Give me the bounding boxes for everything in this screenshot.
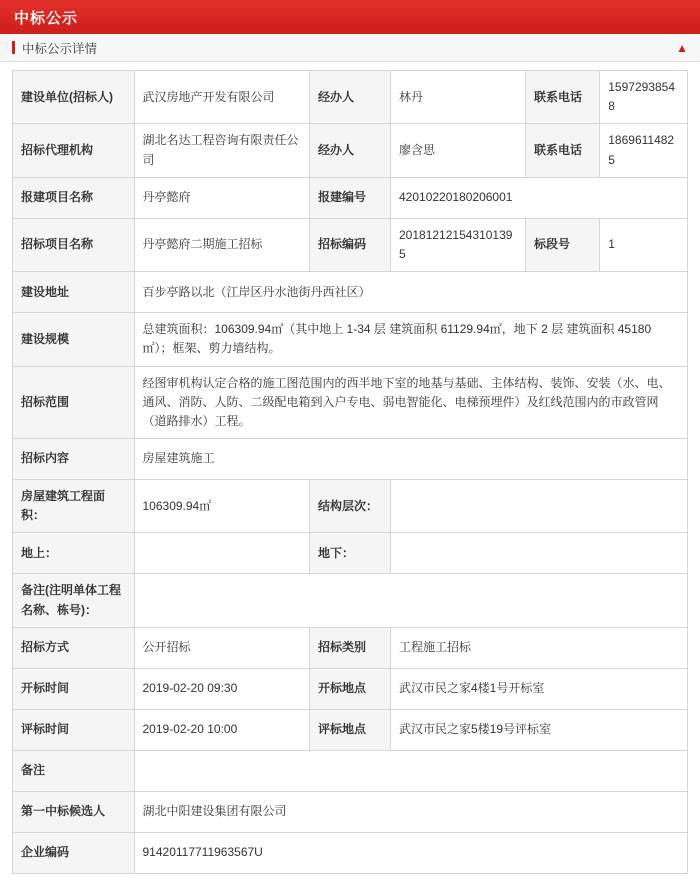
table-row xyxy=(13,218,688,271)
field-label: 经办人 xyxy=(310,71,391,124)
field-label: 备注(注明单体工程名称、栋号)： xyxy=(13,574,135,627)
field-value xyxy=(134,750,688,791)
field-value: 武汉房地产开发有限公司 xyxy=(134,71,310,124)
field-label: 标段号 xyxy=(526,218,600,271)
field-label: 房屋建筑工程面积： xyxy=(13,480,135,533)
field-value: 91420117711963567U xyxy=(134,832,688,873)
field-label: 备注 xyxy=(13,750,135,791)
field-label: 经办人 xyxy=(310,124,391,177)
table-row xyxy=(13,791,688,832)
field-value: 武汉市民之家5楼19号评标室 xyxy=(391,709,688,750)
table-row xyxy=(13,272,688,313)
field-value: 百步亭路以北（江岸区丹水池街丹西社区） xyxy=(134,272,688,313)
field-value: 工程施工招标 xyxy=(391,627,688,668)
table-row xyxy=(13,668,688,709)
table-row xyxy=(13,439,688,480)
field-label: 结构层次： xyxy=(310,480,391,533)
field-value xyxy=(391,480,688,533)
field-value xyxy=(134,574,688,627)
bid-detail-table xyxy=(12,70,688,874)
field-label: 招标方式 xyxy=(13,627,135,668)
table-row xyxy=(13,71,688,124)
field-value: 丹亭懿府 xyxy=(134,177,310,218)
table-row xyxy=(13,832,688,873)
field-value: 房屋建筑施工 xyxy=(134,439,688,480)
field-value: 2019-02-20 10:00 xyxy=(134,709,310,750)
field-label: 报建编号 xyxy=(310,177,391,218)
field-label: 开标地点 xyxy=(310,668,391,709)
field-value: 15972938548 xyxy=(600,71,688,124)
table-body xyxy=(13,71,688,874)
field-label: 建设地址 xyxy=(13,272,135,313)
field-value: 42010220180206001 xyxy=(391,177,688,218)
table-row xyxy=(13,313,688,366)
field-value: 湖北名达工程咨询有限责任公司 xyxy=(134,124,310,177)
field-label: 评标时间 xyxy=(13,709,135,750)
field-label: 报建项目名称 xyxy=(13,177,135,218)
field-value xyxy=(134,533,310,574)
field-label: 开标时间 xyxy=(13,668,135,709)
field-label: 招标内容 xyxy=(13,439,135,480)
table-row xyxy=(13,533,688,574)
section-header[interactable] xyxy=(0,34,700,62)
field-value: 201812121543101395 xyxy=(391,218,526,271)
field-label: 招标范围 xyxy=(13,366,135,439)
section-accent-bar xyxy=(12,41,15,54)
field-value: 武汉市民之家4楼1号开标室 xyxy=(391,668,688,709)
field-label: 评标地点 xyxy=(310,709,391,750)
field-value: 1 xyxy=(600,218,688,271)
page-title: 中标公示 xyxy=(14,9,79,27)
table-row xyxy=(13,177,688,218)
table-row xyxy=(13,750,688,791)
field-label: 招标类别 xyxy=(310,627,391,668)
field-value: 18696114825 xyxy=(600,124,688,177)
field-label: 建设单位(招标人) xyxy=(13,71,135,124)
table-row xyxy=(13,574,688,627)
page-header xyxy=(0,0,700,34)
field-label: 招标编码 xyxy=(310,218,391,271)
field-value: 2019-02-20 09:30 xyxy=(134,668,310,709)
table-row xyxy=(13,709,688,750)
field-value: 廖含思 xyxy=(391,124,526,177)
field-label: 招标项目名称 xyxy=(13,218,135,271)
field-label: 地下： xyxy=(310,533,391,574)
chevron-up-icon[interactable]: ▲ xyxy=(676,40,688,55)
section-title: 中标公示详情 xyxy=(22,41,98,56)
field-label: 建设规模 xyxy=(13,313,135,366)
table-row xyxy=(13,124,688,177)
field-value: 经图审机构认定合格的施工图范围内的西半地下室的地基与基础、主体结构、装饰、安装（水、电、通风、消防、人防、二级配电箱到入户专电、弱电智能化、电梯预埋件）及红线范围内的市政管网（道路排水）工程。 xyxy=(134,366,688,439)
field-value: 公开招标 xyxy=(134,627,310,668)
field-label: 企业编码 xyxy=(13,832,135,873)
field-value: 湖北中阳建设集团有限公司 xyxy=(134,791,688,832)
field-value: 丹亭懿府二期施工招标 xyxy=(134,218,310,271)
table-row xyxy=(13,480,688,533)
field-label: 联系电话 xyxy=(526,71,600,124)
field-value: 106309.94㎡ xyxy=(134,480,310,533)
field-value: 总建筑面积：106309.94㎡（其中地上 1-34 层 建筑面积 61129.94㎡，地下 2 层 建筑面积 45180㎡）；框架、剪力墙结构。 xyxy=(134,313,688,366)
field-value xyxy=(391,533,688,574)
table-row xyxy=(13,366,688,439)
field-label: 联系电话 xyxy=(526,124,600,177)
table-row xyxy=(13,627,688,668)
field-label: 第一中标候选人 xyxy=(13,791,135,832)
field-value: 林丹 xyxy=(391,71,526,124)
field-label: 地上： xyxy=(13,533,135,574)
detail-table-wrapper xyxy=(0,62,700,884)
field-label: 招标代理机构 xyxy=(13,124,135,177)
